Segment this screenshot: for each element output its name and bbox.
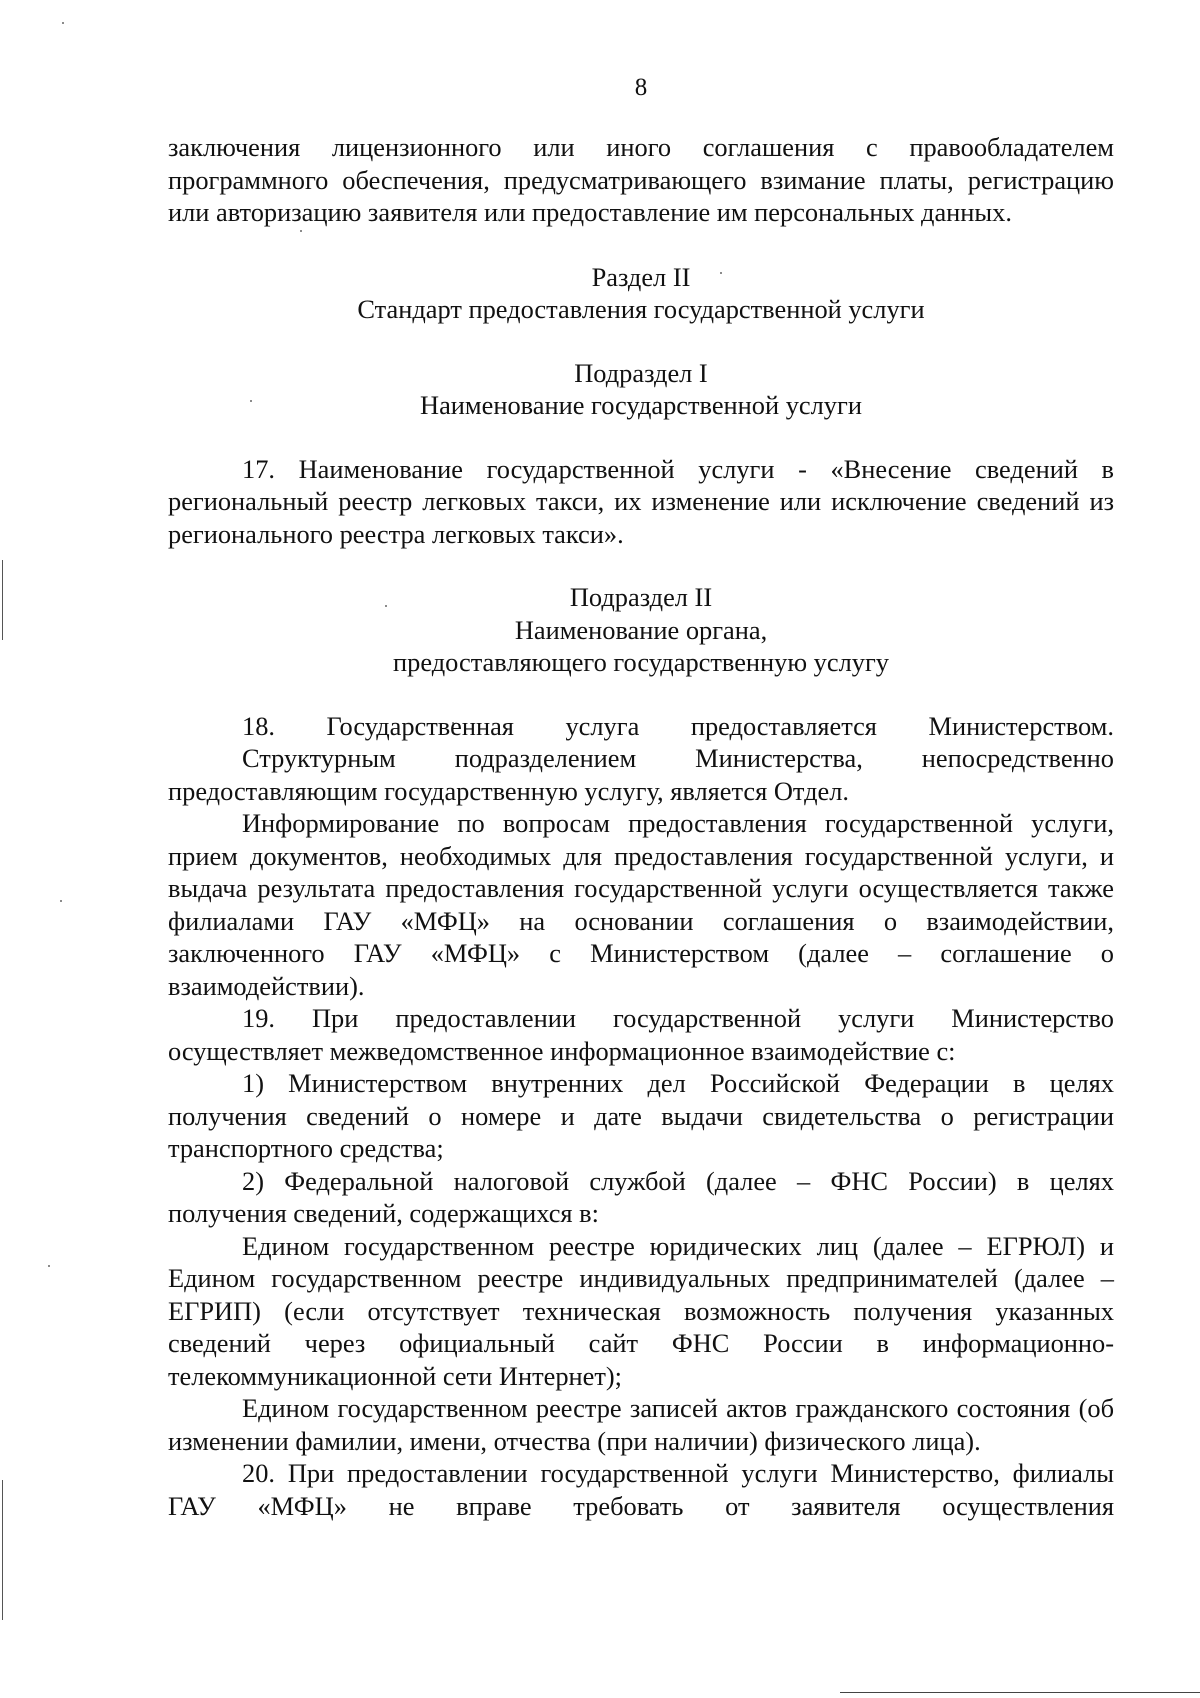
subsection-2-name-line2: предоставляющего государственную услугу <box>393 647 889 677</box>
paragraph-19-item-2-egrul: Едином государственном реестре юридических лиц (далее – ЕГРЮЛ) и Едином государственном реестре индивидуальных предпринимателей (далее – ЕГРИП) (если отсутствует техническая возможность получения указанных сведений через официальный сайт ФНС России в информационно-телекоммуникационной сети Интернет); <box>168 1230 1114 1391</box>
subsection-2-name-line1: Наименование органа, <box>514 614 768 645</box>
scan-edge-mark <box>2 1480 3 1620</box>
paragraph-19-item-2-zags: Едином государственном реестре записей актов гражданского состояния (об изменении фамилии, имени, отчества (при наличии) физического лица). <box>168 1393 1114 1456</box>
section-name: Стандарт предоставления государственной услуги <box>357 294 925 324</box>
paragraph-intro: заключения лицензионного или иного соглашения с правообладателем программного обеспечения, предусматривающего взимание платы, регистрацию или авторизацию заявителя или предоставление им персональных данных. <box>168 132 1114 227</box>
paragraph-19-item-1: 1) Министерством внутренних дел Российской Федерации в целях получения сведений о номере и дате выдачи свидетельства о регистрации транспортного средства; <box>168 1068 1114 1163</box>
page-number: 8 <box>634 74 648 101</box>
subsection-1-name: Наименование государственной услуги <box>420 390 862 420</box>
scan-bottom-rule <box>840 1692 1200 1693</box>
paragraph-19-item-2: 2) Федеральной налоговой службой (далее – ФНС России) в целях получения сведений, содержащихся в: <box>168 1165 1114 1228</box>
paragraph-18-structure: Структурным подразделением Министерства, непосредственно предоставляющим государственную услугу, является Отдел. <box>168 743 1114 806</box>
paragraph-18-line1: 18. Государственная услуга предоставляется Министерством. <box>242 710 1114 741</box>
subsection-2-title: Подраздел II <box>569 582 713 612</box>
document-body <box>168 131 1114 1522</box>
section-title: Раздел II <box>591 261 691 292</box>
paragraph-17: 17. Наименование государственной услуги - «Внесение сведений в региональный реестр легковых такси, их изменение или исключение сведений из регионального реестра легковых такси». <box>168 453 1114 549</box>
paragraph-20: 20. При предоставлении государственной услуги Министерство, филиалы ГАУ «МФЦ» не вправе требовать от заявителя осуществления <box>168 1458 1114 1521</box>
scan-speck <box>60 900 62 902</box>
scan-speck <box>62 22 64 24</box>
subsection-1-title: Подраздел I <box>574 357 708 388</box>
scan-edge-mark <box>2 560 3 640</box>
paragraph-18-informing: Информирование по вопросам предоставления государственной услуги, прием документов, необходимых для предоставления государственной услуги, и выдача результата предоставления государственной услуги осуществляется также филиалами ГАУ «МФЦ» на основании соглашения о взаимодействии, заключенного ГАУ «МФЦ» с Министерством (далее – соглашение о взаимодействии). <box>168 808 1114 1001</box>
paragraph-19: 19. При предоставлении государственной услуги Министерство осуществляет межведомственное информационное взаимодействие с: <box>168 1003 1114 1066</box>
scan-speck <box>48 1265 50 1267</box>
